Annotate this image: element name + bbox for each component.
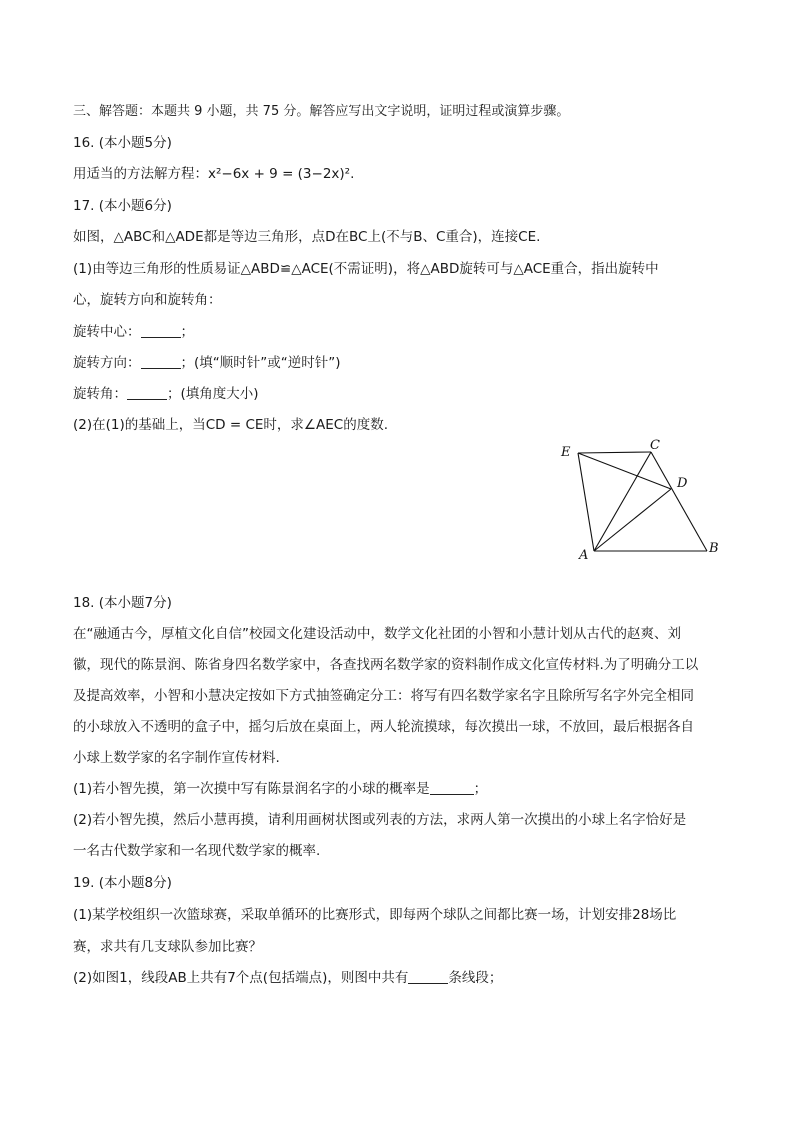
q17-direction-label: 旋转方向： — [73, 355, 141, 371]
q19-part2-row — [73, 968, 502, 988]
segment-ad — [594, 489, 671, 551]
label-c: C — [650, 438, 660, 453]
q17-angle-label: 旋转角： — [73, 386, 127, 402]
q18-para-line: 的小球放入不透明的盒子中，摇匀后放在桌面上，两人轮流摸球，每次摸出一球，不放回，最后根据各自 — [73, 719, 694, 735]
q17-center-tail: ； — [180, 324, 194, 340]
q19-part2: (2)如图1，线段AB上共有7个点(包括端点)，则图中共有 — [73, 970, 409, 986]
q17-center-blank[interactable] — [141, 324, 181, 338]
segment-cb — [651, 452, 707, 551]
label-d: D — [677, 476, 688, 491]
q17-direction-tail: ；(填“顺时针”或“逆时针”) — [180, 355, 341, 371]
q18-part1-tail: ； — [473, 781, 488, 797]
label-a: A — [579, 548, 589, 563]
q17-stem: 如图，△ABC和△ADE都是等边三角形，点D在BC上(不与B、C重合)，连接CE. — [73, 229, 541, 245]
segment-ec — [578, 452, 651, 453]
q16-text: 用适当的方法解方程：x²−6x + 9 = (3−2x)². — [73, 166, 355, 182]
q19-number: 19. (本小题8分) — [73, 875, 172, 891]
section-heading: 三、解答题：本题共 9 小题，共 75 分。解答应写出文字说明，证明过程或演算步骤。 — [73, 104, 570, 119]
q18-para-line: 小球上数学家的名字制作宣传材料. — [73, 750, 280, 766]
segment-ea — [578, 453, 594, 551]
q18-part1: (1)若小智先摸，第一次摸中写有陈景润名字的小球的概率是 — [73, 781, 430, 797]
q19-part1-line1: (1)某学校组织一次篮球赛，采取单循环的比赛形式，即每两个球队之间都比赛一场，计划安排28场比 — [73, 907, 677, 923]
q18-para-line: 在“融通古今，厚植文化自信”校园文化建设活动中，数学文化社团的小智和小慧计划从古代的赵爽、刘 — [73, 626, 681, 642]
q17-center-row — [73, 322, 194, 342]
segment-ca — [594, 452, 651, 551]
q18-part1-row — [73, 779, 487, 799]
q19-part2-tail: 条线段； — [448, 970, 503, 986]
q17-angle-row — [73, 384, 259, 404]
q16-number: 16. (本小题5分) — [73, 135, 172, 151]
q17-figure — [550, 430, 730, 570]
q17-part1-line2: 心，旋转方向和旋转角： — [73, 292, 222, 308]
q19-part2-blank[interactable] — [408, 970, 448, 984]
q18-para-line: 及提高效率，小智和小慧决定按如下方式抽签确定分工：将写有四名数学家名字且除所写名字外完全相同 — [73, 688, 694, 704]
q18-para-line: 徽，现代的陈景润、陈省身四名数学家中，各查找两名数学家的资料制作成文化宣传材料.为了明确分工以 — [73, 657, 699, 673]
label-e: E — [561, 445, 571, 460]
q17-center-label: 旋转中心： — [73, 324, 141, 340]
q17-direction-row — [73, 353, 341, 373]
q17-part2: (2)在(1)的基础上，当CD = CE时，求∠AEC的度数. — [73, 417, 389, 433]
q18-part1-blank[interactable] — [430, 781, 474, 795]
q17-direction-blank[interactable] — [141, 355, 181, 369]
q18-part2-line2: 一名古代数学家和一名现代数学家的概率. — [73, 843, 321, 859]
q17-number: 17. (本小题6分) — [73, 198, 172, 214]
q18-part2-line1: (2)若小智先摸，然后小慧再摸，请利用画树状图或列表的方法，求两人第一次摸出的小球上名字恰好是 — [73, 812, 687, 828]
label-b: B — [709, 541, 719, 556]
segment-ed — [578, 453, 671, 489]
q17-angle-tail: ；(填角度大小) — [167, 386, 259, 402]
q17-angle-blank[interactable] — [127, 386, 167, 400]
q17-part1-line1: (1)由等边三角形的性质易证△ABD≌△ACE(不需证明)，将△ABD旋转可与△ACE重合，指出旋转中 — [73, 261, 659, 277]
q18-number: 18. (本小题7分) — [73, 595, 172, 611]
q19-part1-line2: 赛，求共有几支球队参加比赛？ — [73, 939, 262, 955]
